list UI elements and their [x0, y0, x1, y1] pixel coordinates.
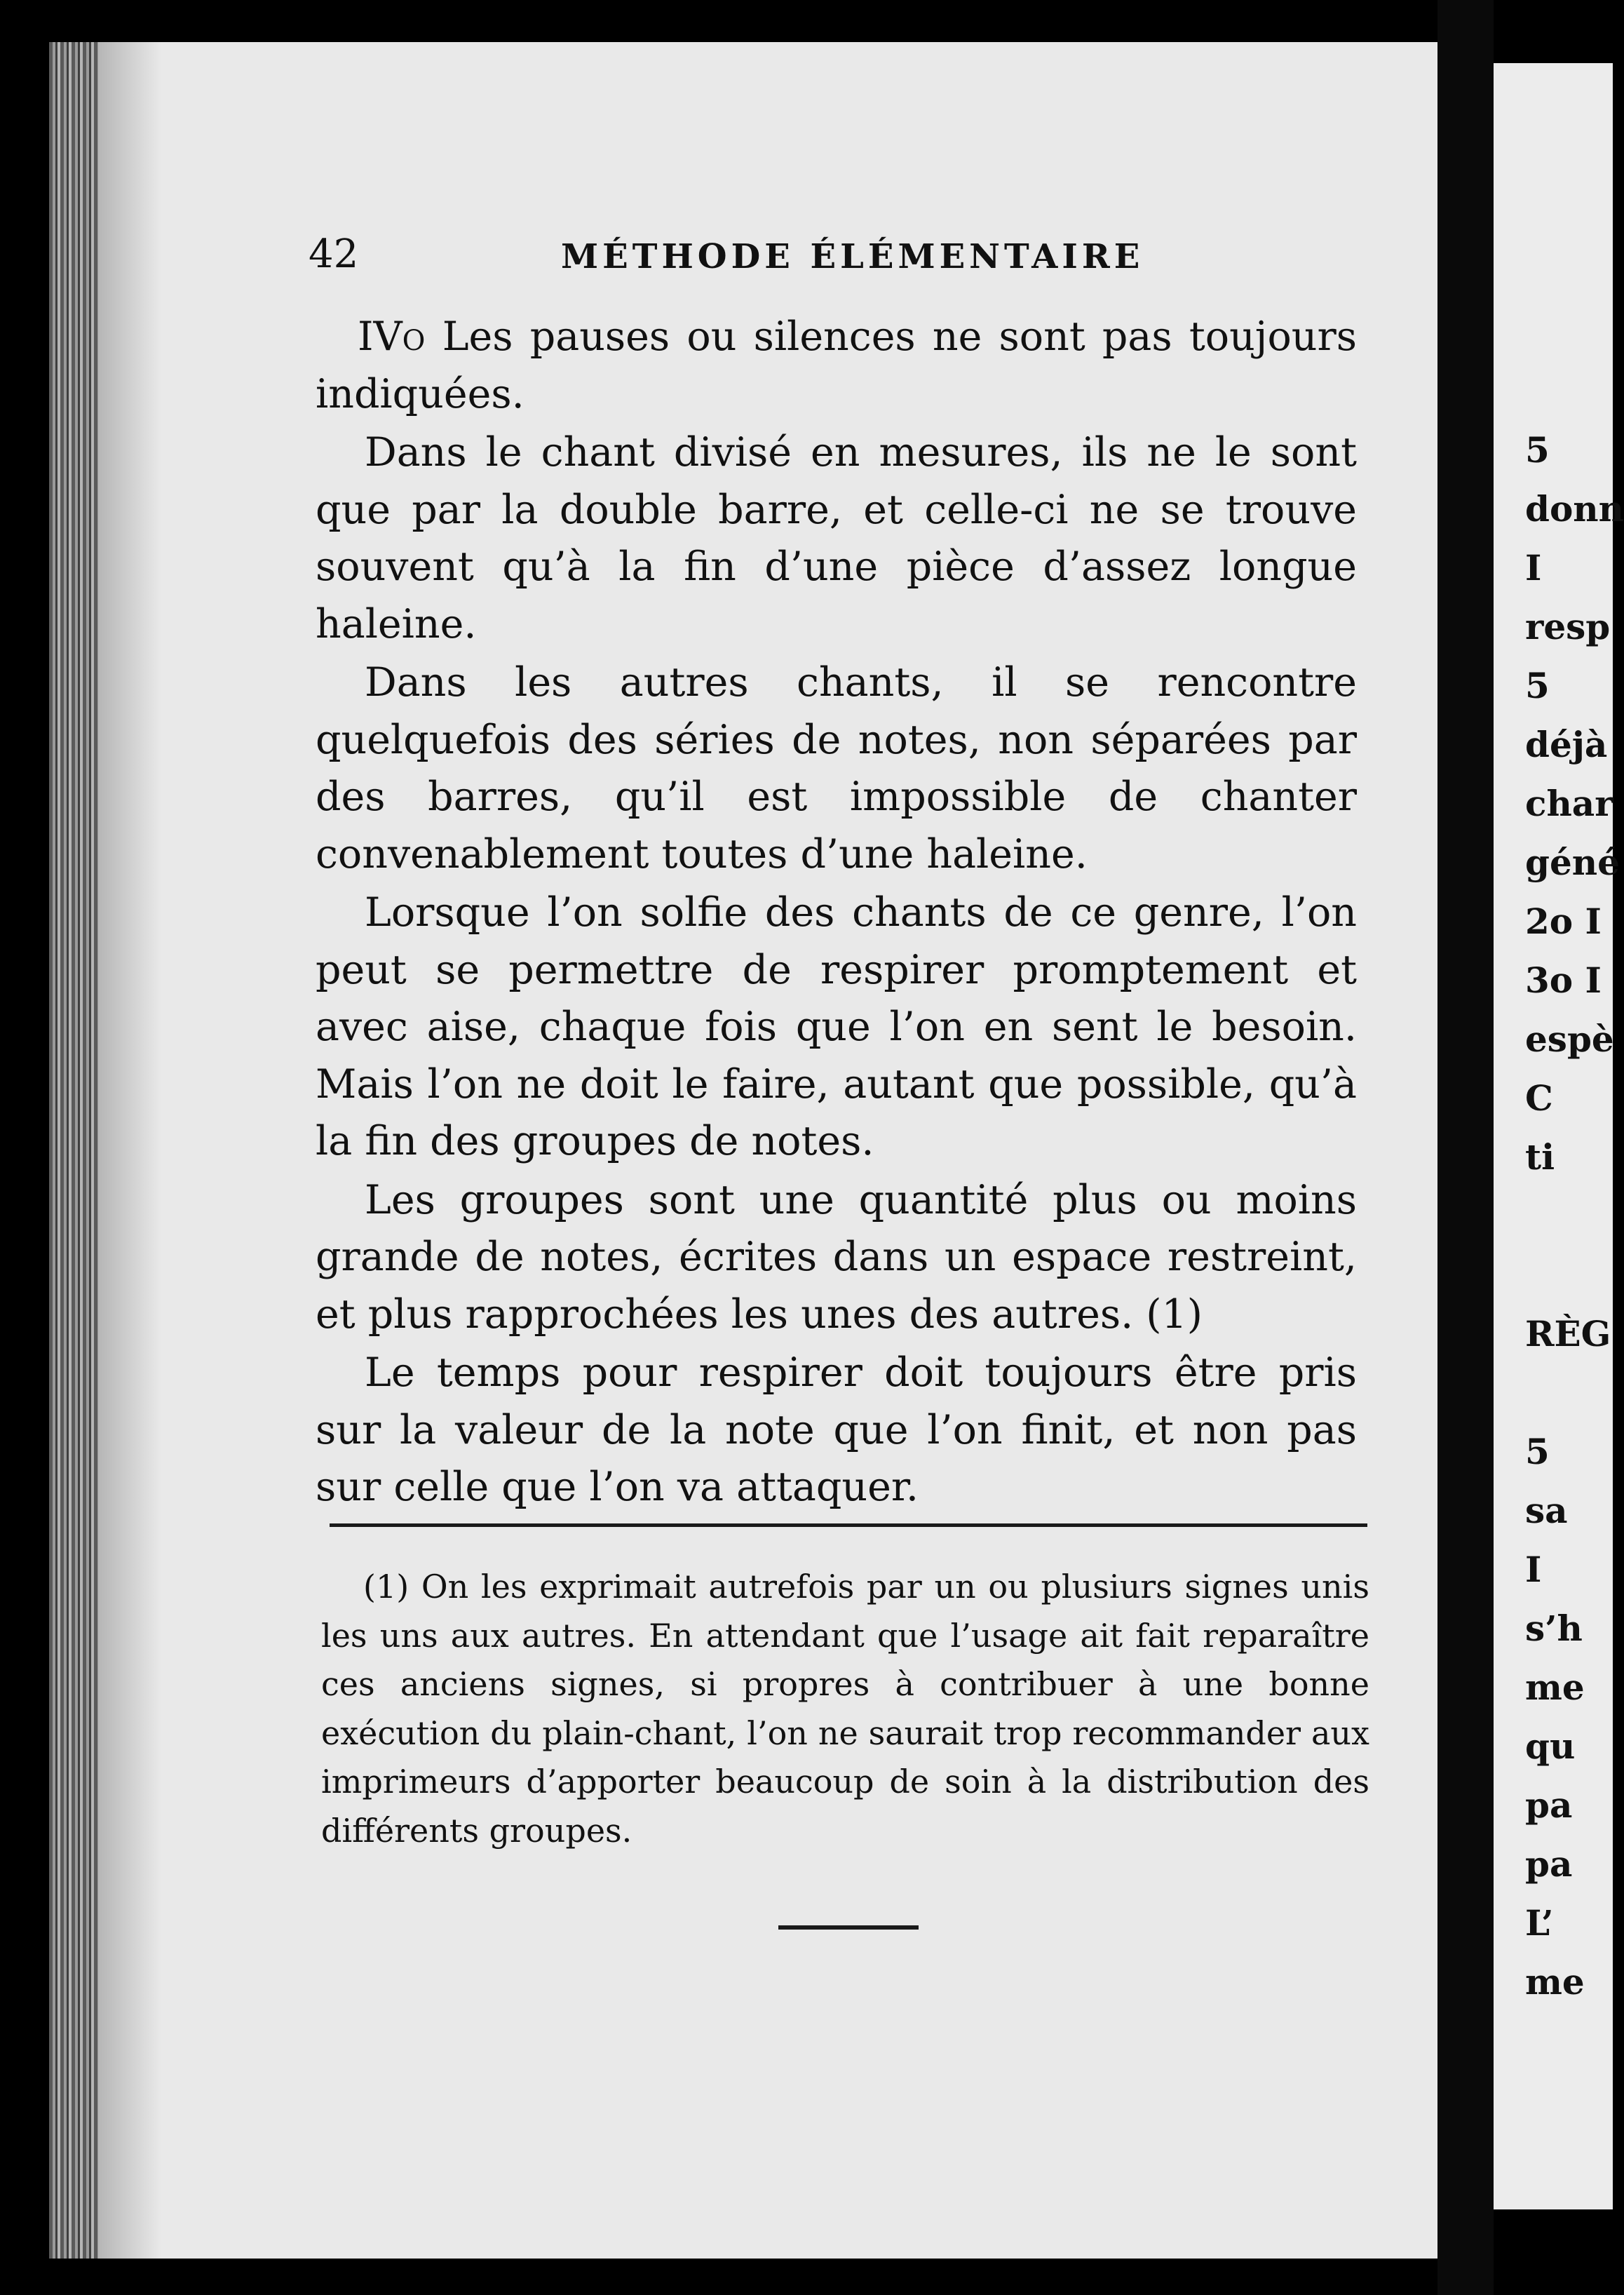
paragraph-5: Les groupes sont une quantité plus ou moins grande de notes, écrites dans un espace restreint, et plus rapprochées les unes des autres. (1) [316, 1176, 1357, 1338]
footnote-text: (1) On les exprimait autrefois par un ou plusiurs signes unis les uns aux autres. En attendant que l’usage ait fait reparaître ces anciens signes, si propres à contribuer à une bonne exécution du plain-chant, l’on ne saurait trop recommander aux imprimeurs d’apporter beaucoup de soin à la distribution des différents groupes. [321, 1568, 1369, 1850]
right-page-text-fragments: 5 donn I resp 5 déjà char géné 2o I 3o I espè C ti RÈG 5 sa I s’h me qu pa pa L’ me [1525, 429, 1624, 2003]
paragraph-6: Le temps pour respirer doit toujours être pris sur la valeur de la note que l’on finit, et non pas sur celle que l’on va attaquer. [316, 1350, 1357, 1510]
page-header [309, 231, 1360, 288]
scan-background-left [0, 0, 49, 2295]
book-gutter [1437, 0, 1494, 2295]
footnote [321, 1563, 1369, 1855]
running-title: MÉTHODE ÉLÉMENTAIRE [561, 237, 1144, 276]
body-text [316, 309, 1357, 1518]
section-marker: IVo [358, 314, 426, 360]
paragraph-3: Dans les autres chants, il se rencontre quelquefois des séries de notes, non séparées par des barres, qu’il est impossible de chanter convenablement toutes d’une haleine. [316, 659, 1357, 877]
paragraph-2: Dans le chant divisé en mesures, ils ne le sont que par la double barre, et celle-ci ne se trouve souvent qu’à la fin d’une pièce d’assez longue haleine. [316, 429, 1357, 647]
paragraph-1 [316, 309, 1357, 423]
paragraph-1-text: Les pauses ou silences ne sont pas toujours indiquées. [316, 314, 1357, 417]
footnote-rule [330, 1523, 1367, 1527]
page-number: 42 [309, 231, 359, 277]
end-ornament-rule [778, 1925, 919, 1930]
paragraph-4: Lorsque l’on solfie des chants de ce genre, l’on peut se permettre de respirer promptement et avec aise, chaque fois que l’on en sent le besoin. Mais l’on ne doit le faire, autant que possible, qu’à la fin des groupes de notes. [316, 889, 1357, 1164]
